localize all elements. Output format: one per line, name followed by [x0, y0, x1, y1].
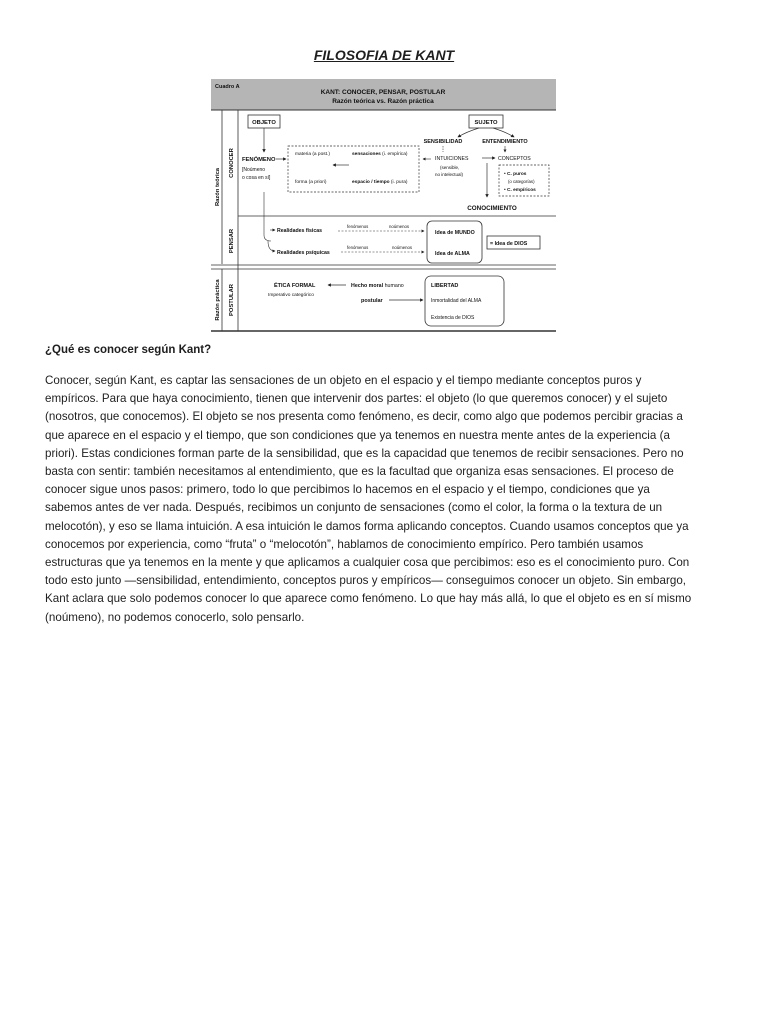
paragraph-line: Conocer, según Kant, es captar las sensaciones de un objeto en el espacio y el tiempo mediante conceptos puros y	[45, 374, 642, 387]
diagram-header-subtitle: Razón teórica vs. Razón práctica	[332, 98, 434, 105]
paragraph-line: Kant aclara que solo podemos conocer lo que aparece como fenómeno. Lo que hay más allá, lo que el objeto es en sí mismo	[45, 592, 692, 606]
existencia-label: Existencia de DIOS	[431, 315, 475, 321]
conceptos-label: CONCEPTOS	[498, 156, 531, 162]
section-question: ¿Qué es conocer según Kant?	[45, 344, 212, 356]
side-label-razon-practica: Razón práctica	[215, 279, 221, 321]
paragraph-line: basta con sentir: también necesitamos al entendimiento, que es la facultad que organiza esas sensaciones. El proceso de	[45, 465, 674, 479]
fenomenos-label-2: fenómenos	[347, 245, 369, 250]
intuiciones-note-line2: no intelectual)	[435, 172, 464, 177]
idea-alma-label: Idea de ALMA	[435, 251, 470, 257]
c-categorias-label: (o categorías)	[508, 179, 535, 184]
conocimiento-label: CONOCIMIENTO	[467, 205, 517, 212]
paragraph-line: que aparece en el espacio y el tiempo, que son condiciones que ya tenemos en nuestra mente antes de la experiencia (a	[45, 428, 670, 442]
espacio-tiempo-label: espacio / tiempo (i. pura)	[352, 180, 408, 185]
paragraph-line: melocotón), y eso se llama intuición. A esa intuición le damos forma aplicando conceptos. Cuando usamos conceptos que ya	[45, 519, 689, 533]
idea-mundo-label: Idea de MUNDO	[435, 230, 475, 236]
paragraph-line: todo esto junto —sensibilidad, entendimiento, conceptos puros y empíricos— conseguimos conocer un objeto. Sin embargo,	[45, 574, 687, 588]
etica-formal-label: ÉTICA FORMAL	[274, 283, 316, 289]
paragraph-line: empíricos. Para que haya conocimiento, tienen que intervenir dos partes: el objeto (lo que queremos conocer) y el sujeto	[45, 392, 668, 406]
body-paragraph	[45, 372, 727, 627]
kant-diagram	[211, 79, 556, 332]
hecho-moral-label: Hecho moral humano	[351, 283, 404, 289]
paragraph-line: (noúmeno), no podemos conocerlo, solo pensarlo.	[45, 610, 305, 624]
materia-label: materia (a post.)	[295, 152, 330, 157]
entendimiento-label: ENTENDIMIENTO	[482, 139, 528, 145]
inmortalidad-label: Inmortalidad del ALMA	[431, 298, 482, 304]
side-label-razon-teorica: Razón teórica	[215, 167, 221, 207]
intuiciones-label: INTUICIONES	[435, 156, 469, 162]
sensaciones-label: sensaciones (i. empírica)	[352, 152, 408, 157]
noumenos-label-1: noúmenos	[389, 224, 410, 229]
row-label-pensar: PENSAR	[229, 228, 235, 254]
fenomenos-label-1: fenómenos	[347, 224, 369, 229]
intuiciones-note-line1: (sensible,	[440, 165, 460, 170]
row-label-postular: POSTULAR	[229, 284, 235, 316]
postular-label: postular	[361, 298, 383, 304]
sensibilidad-label: SENSIBILIDAD	[423, 139, 463, 145]
paragraph-line: conocemos por experiencia, como “fruta” o “melocotón”, hablamos de conocimiento empírico. Pero también usamos	[45, 537, 644, 551]
idea-dios-label: = Idea de DIOS	[490, 241, 528, 247]
paragraph-line: priori). Estas condiciones forman parte de la sensibilidad, que es la capacidad que tenemos de recibir sensaciones. Pero no	[45, 446, 684, 460]
realidades-psiquicas-label: Realidades psíquicas	[277, 250, 330, 256]
forma-label: forma (a priori)	[295, 180, 327, 185]
paragraph-line: conocer sigue unos pasos: primero, todo lo que percibimos lo hacemos en el espacio y el tiempo, condiciones que ya	[45, 483, 650, 497]
diagram-label: Cuadro A	[215, 84, 240, 90]
c-empiricos-label: • C. empíricos	[504, 188, 536, 193]
paragraph-line: sabemos antes de ver nada. Después, recibimos un conjunto de sensaciones (como el color, la forma o la textura de un	[45, 501, 663, 515]
sujeto-label: SUJETO	[474, 120, 498, 126]
objeto-label: OBJETO	[252, 120, 276, 126]
fenomeno-label: FENÓMENO	[242, 157, 276, 163]
libertad-label: LIBERTAD	[431, 283, 459, 289]
c-puros-label: • C. puros	[504, 172, 527, 177]
diagram-header-title: KANT: CONOCER, PENSAR, POSTULAR	[320, 89, 446, 96]
row-label-conocer: CONOCER	[229, 148, 235, 178]
paragraph-line: (nosotros, que conocemos). El objeto se nos presenta como fenómeno, es decir, como algo que podemos percibir gracias a	[45, 410, 683, 424]
realidades-fisicas-label: Realidades físicas	[277, 228, 322, 234]
page-title: FILOSOFIA DE KANT	[313, 47, 455, 63]
noumeno-line1: [Noúmeno	[242, 167, 266, 173]
imperativo-label: Imperativo categórico	[268, 293, 314, 298]
noumenos-label-2: noúmenos	[392, 245, 413, 250]
noumeno-line2: o cosa en sí]	[242, 175, 271, 181]
paragraph-line: estructuras que ya tenemos en la mente y que aplicamos a cualquier cosa que percibimos: eso es el conocimiento puro. Con	[45, 556, 690, 570]
